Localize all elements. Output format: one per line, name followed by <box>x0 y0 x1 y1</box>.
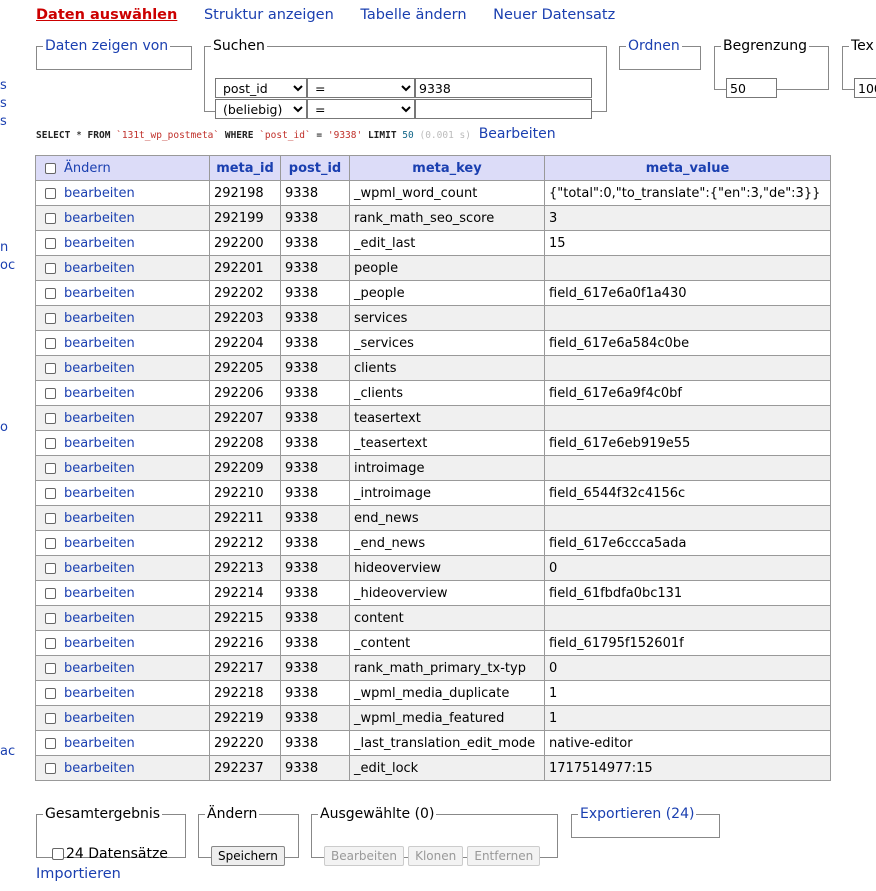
row-select-cell <box>36 181 210 206</box>
row-select-cell <box>36 531 210 556</box>
limit-legend: Begrenzung <box>723 38 808 54</box>
row-edit-link[interactable]: bearbeiten <box>64 335 135 351</box>
sql-keyword: SELECT <box>36 130 71 141</box>
row-select-cell <box>36 581 210 606</box>
sidebar-fragment[interactable]: s <box>0 78 7 93</box>
search-fieldset <box>204 38 607 112</box>
sql-keyword: LIMIT <box>367 130 397 141</box>
row-checkbox[interactable] <box>45 288 56 299</box>
row-select-cell <box>36 681 210 706</box>
row-edit-link[interactable]: bearbeiten <box>64 635 135 651</box>
table-row <box>36 431 831 456</box>
cell-meta-id: 292199 <box>210 206 281 231</box>
row-select-cell <box>36 406 210 431</box>
sidebar-fragment[interactable]: oc <box>0 258 16 273</box>
column-header-meta-key[interactable]: meta_key <box>350 156 545 181</box>
cell-meta-key: _introimage <box>350 481 545 506</box>
columns-fieldset <box>36 38 192 70</box>
cell-meta-value <box>545 256 831 281</box>
row-checkbox[interactable] <box>45 663 56 674</box>
search-column-select[interactable] <box>215 99 307 119</box>
row-select-cell <box>36 456 210 481</box>
columns-legend[interactable]: Daten zeigen von <box>45 38 169 54</box>
row-edit-link[interactable]: bearbeiten <box>64 460 135 476</box>
row-checkbox[interactable] <box>45 738 56 749</box>
cell-meta-value: field_6544f32c4156c <box>545 481 831 506</box>
table-row <box>36 706 831 731</box>
row-edit-link[interactable]: bearbeiten <box>64 260 135 276</box>
cell-post-id: 9338 <box>281 706 350 731</box>
row-edit-link[interactable]: bearbeiten <box>64 535 135 551</box>
row-checkbox[interactable] <box>45 188 56 199</box>
cell-meta-key: _wpml_media_featured <box>350 706 545 731</box>
cell-meta-id: 292214 <box>210 581 281 606</box>
text-length-input[interactable] <box>854 78 876 98</box>
selected-actions <box>324 846 540 866</box>
row-checkbox[interactable] <box>45 463 56 474</box>
edit-query-link[interactable]: Bearbeiten <box>478 126 556 142</box>
text-length-legend: Tex <box>851 38 874 54</box>
export-legend[interactable]: Exportieren (24) <box>580 806 695 822</box>
cell-post-id: 9338 <box>281 581 350 606</box>
row-edit-link[interactable]: bearbeiten <box>64 585 135 601</box>
cell-post-id: 9338 <box>281 731 350 756</box>
export-fieldset <box>571 806 720 838</box>
cell-post-id: 9338 <box>281 256 350 281</box>
total-fieldset <box>36 806 186 862</box>
cell-meta-value <box>545 356 831 381</box>
sql-token: * <box>76 130 82 141</box>
column-header-post-id[interactable]: post_id <box>281 156 350 181</box>
table-row <box>36 456 831 481</box>
cell-post-id: 9338 <box>281 331 350 356</box>
row-select-cell <box>36 481 210 506</box>
cell-post-id: 9338 <box>281 381 350 406</box>
cell-meta-value: 15 <box>545 231 831 256</box>
sql-value: '9338' <box>327 130 363 141</box>
cell-meta-key: _hideoverview <box>350 581 545 606</box>
search-operator-select[interactable] <box>307 99 415 119</box>
row-select-cell <box>36 231 210 256</box>
edit-selected-button[interactable]: Bearbeiten <box>324 846 404 866</box>
text-length-fieldset <box>842 38 876 90</box>
cell-post-id: 9338 <box>281 656 350 681</box>
row-checkbox[interactable] <box>45 313 56 324</box>
table-row <box>36 731 831 756</box>
table-row <box>36 631 831 656</box>
table-row <box>36 281 831 306</box>
row-edit-link[interactable]: bearbeiten <box>64 710 135 726</box>
row-edit-link[interactable]: bearbeiten <box>64 735 135 751</box>
cell-meta-id: 292219 <box>210 706 281 731</box>
row-edit-link[interactable]: bearbeiten <box>64 360 135 376</box>
sidebar-fragment[interactable]: ac <box>0 744 16 759</box>
sidebar-fragment[interactable]: s <box>0 114 7 129</box>
row-select-cell <box>36 556 210 581</box>
table-row <box>36 206 831 231</box>
cell-post-id: 9338 <box>281 456 350 481</box>
nav-show-structure[interactable]: Struktur anzeigen <box>203 7 334 23</box>
row-checkbox[interactable] <box>45 688 56 699</box>
table-row <box>36 681 831 706</box>
row-select-cell <box>36 206 210 231</box>
cell-meta-id: 292220 <box>210 731 281 756</box>
top-nav <box>36 7 637 27</box>
row-checkbox[interactable] <box>45 563 56 574</box>
table-row <box>36 306 831 331</box>
table-row <box>36 581 831 606</box>
table-body <box>36 181 831 781</box>
search-value-input[interactable] <box>415 99 592 119</box>
cell-meta-key: _content <box>350 631 545 656</box>
row-checkbox[interactable] <box>45 588 56 599</box>
sql-token: = <box>316 130 323 141</box>
order-fieldset <box>619 38 701 70</box>
sql-keyword: FROM <box>87 130 111 141</box>
cell-post-id: 9338 <box>281 231 350 256</box>
cell-meta-value: field_61795f152601f <box>545 631 831 656</box>
row-select-cell <box>36 731 210 756</box>
row-checkbox[interactable] <box>45 388 56 399</box>
row-select-cell <box>36 756 210 781</box>
row-checkbox[interactable] <box>45 713 56 724</box>
cell-meta-id: 292207 <box>210 406 281 431</box>
select-all-results <box>52 846 168 862</box>
cell-meta-id: 292204 <box>210 331 281 356</box>
cell-meta-value <box>545 406 831 431</box>
row-select-cell <box>36 281 210 306</box>
row-checkbox[interactable] <box>45 438 56 449</box>
sql-query <box>36 126 556 142</box>
cell-meta-id: 292200 <box>210 231 281 256</box>
row-checkbox[interactable] <box>45 488 56 499</box>
table-row <box>36 181 831 206</box>
cell-meta-key: _services <box>350 331 545 356</box>
cell-meta-value: field_617e6a9f4c0bf <box>545 381 831 406</box>
cell-meta-value <box>545 456 831 481</box>
cell-meta-value <box>545 506 831 531</box>
row-select-cell <box>36 356 210 381</box>
sidebar-fragment[interactable]: s <box>0 96 7 111</box>
cell-meta-key: _edit_last <box>350 231 545 256</box>
row-select-cell <box>36 606 210 631</box>
cell-meta-key: _clients <box>350 381 545 406</box>
table-row <box>36 406 831 431</box>
nav-select-data[interactable]: Daten auswählen <box>36 7 178 23</box>
cell-meta-key: _people <box>350 281 545 306</box>
cell-meta-key: _teasertext <box>350 431 545 456</box>
cell-meta-value: field_617e6ccca5ada <box>545 531 831 556</box>
sql-keyword: WHERE <box>224 130 254 141</box>
row-edit-link[interactable]: bearbeiten <box>64 410 135 426</box>
row-edit-link[interactable]: bearbeiten <box>64 560 135 576</box>
cell-meta-value: field_617e6eb919e55 <box>545 431 831 456</box>
cell-meta-key: rank_math_primary_tx-typ <box>350 656 545 681</box>
cell-meta-value: 0 <box>545 656 831 681</box>
cell-post-id: 9338 <box>281 181 350 206</box>
cell-post-id: 9338 <box>281 556 350 581</box>
column-header-meta-id[interactable]: meta_id <box>210 156 281 181</box>
cell-meta-value: field_61fbdfa0bc131 <box>545 581 831 606</box>
table-row <box>36 506 831 531</box>
cell-meta-id: 292237 <box>210 756 281 781</box>
cell-meta-value: 1 <box>545 706 831 731</box>
cell-post-id: 9338 <box>281 406 350 431</box>
table-row <box>36 331 831 356</box>
cell-meta-key: end_news <box>350 506 545 531</box>
row-edit-link[interactable]: bearbeiten <box>64 435 135 451</box>
cell-meta-id: 292198 <box>210 181 281 206</box>
row-edit-link[interactable]: bearbeiten <box>64 285 135 301</box>
order-legend[interactable]: Ordnen <box>628 38 680 54</box>
row-edit-link[interactable]: bearbeiten <box>64 310 135 326</box>
table-row <box>36 381 831 406</box>
cell-meta-key: content <box>350 606 545 631</box>
cell-meta-value: {"total":0,"to_translate":{"en":3,"de":3}} <box>545 181 831 206</box>
cell-meta-key: _last_translation_edit_mode <box>350 731 545 756</box>
cell-meta-id: 292213 <box>210 556 281 581</box>
cell-meta-key: people <box>350 256 545 281</box>
row-select-cell <box>36 506 210 531</box>
search-column-select[interactable] <box>215 78 307 98</box>
cell-meta-value: field_617e6a584c0be <box>545 331 831 356</box>
search-row <box>215 78 592 98</box>
cell-post-id: 9338 <box>281 681 350 706</box>
cell-post-id: 9338 <box>281 306 350 331</box>
cell-meta-id: 292215 <box>210 606 281 631</box>
limit-input[interactable] <box>726 78 777 98</box>
row-select-cell <box>36 431 210 456</box>
total-count-label: 24 Datensätze <box>66 846 168 862</box>
cell-meta-value <box>545 606 831 631</box>
table-row <box>36 356 831 381</box>
cell-meta-value: field_617e6a0f1a430 <box>545 281 831 306</box>
cell-meta-id: 292217 <box>210 656 281 681</box>
import-link[interactable]: Importieren <box>36 866 121 882</box>
row-checkbox[interactable] <box>45 613 56 624</box>
row-checkbox[interactable] <box>45 763 56 774</box>
sidebar-fragment[interactable]: o <box>0 420 8 435</box>
row-select-cell <box>36 331 210 356</box>
header-edit-label: Ändern <box>64 160 111 176</box>
cell-meta-key: _edit_lock <box>350 756 545 781</box>
row-edit-link[interactable]: bearbeiten <box>64 385 135 401</box>
delete-selected-button[interactable]: Entfernen <box>467 846 540 866</box>
row-edit-link[interactable]: bearbeiten <box>64 485 135 501</box>
modify-legend: Ändern <box>207 806 258 822</box>
row-checkbox[interactable] <box>45 338 56 349</box>
row-select-cell <box>36 381 210 406</box>
cell-post-id: 9338 <box>281 506 350 531</box>
row-select-cell <box>36 256 210 281</box>
table-row <box>36 231 831 256</box>
row-edit-link[interactable]: bearbeiten <box>64 610 135 626</box>
row-checkbox[interactable] <box>45 213 56 224</box>
cell-meta-id: 292212 <box>210 531 281 556</box>
cell-meta-id: 292206 <box>210 381 281 406</box>
row-select-cell <box>36 706 210 731</box>
table-row <box>36 606 831 631</box>
row-edit-link[interactable]: bearbeiten <box>64 510 135 526</box>
row-checkbox[interactable] <box>45 638 56 649</box>
cell-meta-id: 292210 <box>210 481 281 506</box>
cell-meta-key: _wpml_media_duplicate <box>350 681 545 706</box>
row-edit-link[interactable]: bearbeiten <box>64 760 135 776</box>
save-button[interactable]: Speichern <box>211 846 285 866</box>
limit-fieldset <box>714 38 829 90</box>
search-value-input[interactable] <box>415 78 592 98</box>
row-edit-link[interactable]: bearbeiten <box>64 235 135 251</box>
cell-post-id: 9338 <box>281 431 350 456</box>
cell-meta-id: 292209 <box>210 456 281 481</box>
selected-fieldset <box>311 806 558 863</box>
cell-post-id: 9338 <box>281 631 350 656</box>
cell-post-id: 9338 <box>281 606 350 631</box>
total-legend: Gesamtergebnis <box>45 806 161 822</box>
row-checkbox[interactable] <box>45 413 56 424</box>
sidebar-fragment[interactable]: n <box>0 240 9 255</box>
select-all-results-checkbox[interactable] <box>52 848 64 860</box>
cell-meta-key: _end_news <box>350 531 545 556</box>
sql-table: `131t_wp_postmeta` <box>116 130 220 141</box>
cell-post-id: 9338 <box>281 756 350 781</box>
cell-meta-key: services <box>350 306 545 331</box>
row-select-cell <box>36 306 210 331</box>
modify-fieldset <box>198 806 299 863</box>
row-edit-link[interactable]: bearbeiten <box>64 210 135 226</box>
cell-meta-value: 3 <box>545 206 831 231</box>
cell-meta-id: 292216 <box>210 631 281 656</box>
nav-new-record[interactable]: Neuer Datensatz <box>493 7 616 23</box>
selected-legend: Ausgewählte (0) <box>320 806 435 822</box>
header-select-all <box>36 156 210 181</box>
clone-selected-button[interactable]: Klonen <box>408 846 463 866</box>
cell-meta-id: 292201 <box>210 256 281 281</box>
cell-meta-value: 1 <box>545 681 831 706</box>
cell-meta-key: _wpml_word_count <box>350 181 545 206</box>
cell-meta-id: 292208 <box>210 431 281 456</box>
table-row <box>36 256 831 281</box>
cell-post-id: 9338 <box>281 281 350 306</box>
row-checkbox[interactable] <box>45 263 56 274</box>
row-edit-link[interactable]: bearbeiten <box>64 660 135 676</box>
cell-meta-id: 292205 <box>210 356 281 381</box>
row-checkbox[interactable] <box>45 513 56 524</box>
cell-meta-key: teasertext <box>350 406 545 431</box>
cell-meta-value <box>545 306 831 331</box>
cell-meta-key: rank_math_seo_score <box>350 206 545 231</box>
nav-alter-table[interactable]: Tabelle ändern <box>360 7 467 23</box>
table-header-row <box>36 156 831 181</box>
table-row <box>36 481 831 506</box>
row-checkbox[interactable] <box>45 538 56 549</box>
cell-post-id: 9338 <box>281 356 350 381</box>
cell-meta-key: clients <box>350 356 545 381</box>
results-table <box>35 155 831 781</box>
table-row <box>36 656 831 681</box>
cell-meta-key: introimage <box>350 456 545 481</box>
query-time: (0.001 s) <box>419 130 471 141</box>
row-edit-link[interactable]: bearbeiten <box>64 185 135 201</box>
cell-meta-id: 292211 <box>210 506 281 531</box>
sql-limit: 50 <box>402 130 414 141</box>
sql-column: `post_id` <box>259 130 311 141</box>
table-row <box>36 531 831 556</box>
cell-post-id: 9338 <box>281 531 350 556</box>
search-operator-select[interactable] <box>307 78 415 98</box>
cell-meta-value: native-editor <box>545 731 831 756</box>
row-select-cell <box>36 631 210 656</box>
select-all-checkbox[interactable] <box>45 163 56 174</box>
cell-meta-value: 0 <box>545 556 831 581</box>
search-row <box>215 99 592 119</box>
cell-meta-id: 292202 <box>210 281 281 306</box>
cell-post-id: 9338 <box>281 481 350 506</box>
cell-post-id: 9338 <box>281 206 350 231</box>
row-select-cell <box>36 656 210 681</box>
row-checkbox[interactable] <box>45 363 56 374</box>
table-row <box>36 556 831 581</box>
cell-meta-id: 292203 <box>210 306 281 331</box>
row-checkbox[interactable] <box>45 238 56 249</box>
cell-meta-value: 1717514977:15 <box>545 756 831 781</box>
cell-meta-key: hideoverview <box>350 556 545 581</box>
table-row <box>36 756 831 781</box>
cell-meta-id: 292218 <box>210 681 281 706</box>
row-edit-link[interactable]: bearbeiten <box>64 685 135 701</box>
column-header-meta-value[interactable]: meta_value <box>545 156 831 181</box>
search-legend: Suchen <box>213 38 265 54</box>
